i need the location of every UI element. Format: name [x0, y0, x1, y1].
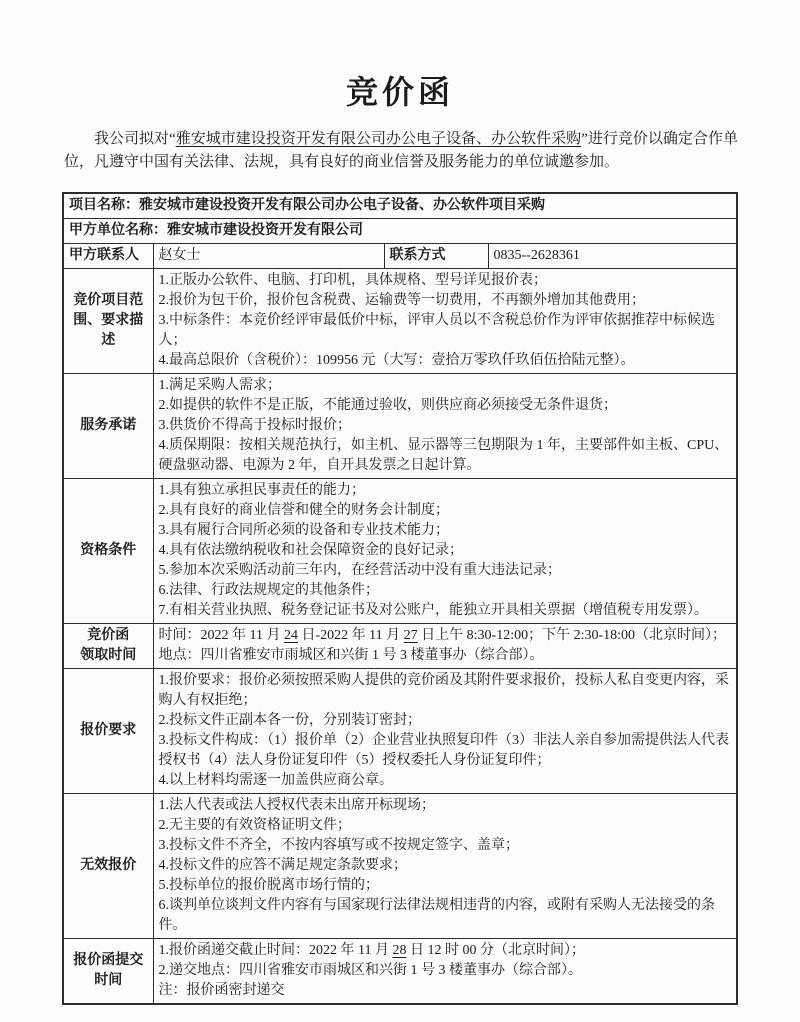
text-line: 5.参加本次采购活动前三年内，在经营活动中没有重大违法记录； [158, 563, 561, 578]
text-line: 1.正版办公软件、电脑、打印机，具体规格、型号详见报价表； [158, 273, 547, 288]
scope-header [63, 269, 153, 374]
submission-deadline-line [159, 941, 732, 961]
text-line: 1.满足采购人需求； [158, 378, 281, 393]
row-submission-time [63, 939, 737, 1005]
row-pickup-time [63, 624, 737, 669]
text-line: 3.投标文件构成：（1）报价单（2）企业营业执照复印件（3）非法人亲自参加需提供法人代表授权书（4）法人身份证复印件（5）授权委托人身份证复印件； [158, 733, 729, 768]
qualification-content [153, 479, 737, 624]
submission-time-header [63, 939, 153, 1005]
text-line: 时间 [94, 973, 123, 988]
intro-paragraph [64, 128, 738, 174]
text-line: 2.具有良好的商业信誉和健全的财务会计制度； [158, 503, 449, 518]
bidding-info-table [62, 192, 738, 1005]
text-line: 6.谈判单位谈判文件内容有与国家现行法律法规相违背的内容，或附有采购人无法接受的条件。 [158, 898, 715, 933]
pickup-time-header [63, 624, 153, 669]
submission-note-line: 注：报价函密封递交 [158, 983, 285, 998]
page-title: 竞价函 [345, 74, 454, 110]
text-line: 2.如提供的软件不是正版，不能通过验收，则供应商必须接受无条件退货； [158, 398, 617, 413]
submission-deadline-prefix: 1.报价函递交截止时间：2022 年 11 月 [158, 943, 393, 958]
text-line: 1.报价要求：报价必须按照采购人提供的竞价函及其附件要求报价，投标人私自变更内容，采购人有权拒绝； [158, 673, 729, 708]
text-line: 4.以上材料均需逐一加盖供应商公章。 [158, 773, 393, 788]
text-line: 3.具有履行合同所必须的设备和专业技术能力； [158, 523, 449, 538]
contact-method-label: 联系方式 [384, 244, 488, 269]
intro-suffix: ”进行竞价以确定合作单位，凡遵守中国有关法律、法规，具有良好的商业信誉及服务能力的单位诚邀参加。 [64, 131, 738, 170]
text-line: 3.供货价不得高于投标时报价； [158, 418, 351, 433]
intro-prefix: 我公司拟对“ [94, 131, 176, 147]
row-project-name [63, 193, 737, 219]
invalid-bid-content [153, 794, 737, 939]
pickup-time-prefix: 时间：2022 年 11 月 [158, 628, 284, 643]
text-line: 竞价项目范 [73, 293, 144, 308]
pickup-time-line [159, 626, 732, 646]
text-line: 报价函提交 [73, 953, 144, 968]
pickup-date-start: 24 [283, 628, 298, 643]
text-line: 4.最高总限价（含税价）：109956 元（大写：壹拾万零玖仟玖佰伍拾陆元整）。 [158, 353, 635, 368]
text-line: 4.投标文件的应答不满足规定条款要求； [158, 858, 407, 873]
text-line: 竞价函 [87, 628, 130, 643]
text-line: 领取时间 [80, 648, 137, 663]
text-line: 4.质保期限：按相关规范执行，如主机、显示器等三包期限为 1 年，主要部件如主板、CPU、硬盘驱动器、电源为 2 年，自开具发票之日起计算。 [158, 438, 729, 473]
submission-time-content [153, 939, 737, 1005]
cell-party-a-name [63, 219, 737, 244]
text-line: 无效报价 [80, 858, 137, 873]
text-line: 服务承诺 [80, 418, 137, 433]
text-line: 1.具有独立承担民事责任的能力； [158, 483, 365, 498]
text-line: 2.投标文件正副本各一份，分别装订密封； [158, 713, 421, 728]
cell-project-name [63, 193, 737, 219]
pickup-time-suffix: 日上午 8:30-12:00；下午 2:30-18:00（北京时间）； [417, 628, 727, 643]
project-name-value: 雅安城市建设投资开发有限公司办公电子设备、办公软件项目采购 [139, 198, 545, 213]
text-line: 2.无主要的有效资格证明文件； [158, 818, 351, 833]
text-line: 6.法律、行政法规规定的其他条件； [158, 583, 379, 598]
text-line: 报价要求 [80, 723, 137, 738]
row-quote-requirements [63, 669, 737, 794]
pickup-time-content [153, 624, 737, 669]
contact-label: 甲方联系人 [63, 244, 153, 269]
text-line: 围、要求描述 [73, 313, 144, 348]
quote-requirements-content [153, 669, 737, 794]
text-line: 7.有相关营业执照、税务登记证书及对公账户，能独立开具相关票据（增值税专用发票）。 [158, 603, 708, 618]
text-line: 4.具有依法缴纳税收和社会保障资金的良好记录； [158, 543, 463, 558]
text-line: 3.中标条件：本竞价经评审最低价中标，评审人员以不含税总价作为评审依据推荐中标候选人； [158, 313, 715, 348]
submission-deadline-suffix: 日 12 时 00 分（北京时间）； [406, 943, 585, 958]
text-line: 2.报价为包干价，报价包含税费、运输费等一切费用，不再额外增加其他费用； [158, 293, 645, 308]
row-qualification [63, 479, 737, 624]
text-line: 5.投标单位的报价脱离市场行情的； [158, 878, 379, 893]
row-party-a-name [63, 219, 737, 244]
invalid-bid-header [63, 794, 153, 939]
service-content [153, 374, 737, 479]
text-line: 资格条件 [80, 543, 137, 558]
party-a-label: 甲方单位名称： [69, 223, 167, 238]
text-line: 3.投标文件不齐全，不按内容填写或不按规定签字、盖章； [158, 838, 519, 853]
intro-project-name: 雅安城市建设投资开发有限公司办公电子设备、办公软件采购 [175, 131, 582, 147]
row-service [63, 374, 737, 479]
row-contact [63, 244, 737, 269]
pickup-date-end: 27 [403, 628, 418, 643]
scope-content [153, 269, 737, 374]
submission-deadline-date: 28 [392, 943, 407, 958]
text-line: 1.法人代表或法人授权代表未出席开标现场； [158, 798, 435, 813]
submission-location-line: 2.递交地点：四川省雅安市雨城区和兴街 1 号 3 楼董事办（综合部）。 [158, 963, 582, 978]
row-invalid-bid [63, 794, 737, 939]
party-a-value: 雅安城市建设投资开发有限公司 [167, 223, 363, 238]
pickup-time-mid: 日-2022 年 11 月 [297, 628, 404, 643]
pickup-location-line: 地点：四川省雅安市雨城区和兴街 1 号 3 楼董事办（综合部）。 [158, 648, 544, 663]
contact-name: 赵女士 [153, 244, 384, 269]
quote-requirements-header [63, 669, 153, 794]
qualification-header [63, 479, 153, 624]
project-name-label: 项目名称： [69, 198, 139, 213]
contact-phone: 0835--2628361 [488, 244, 737, 269]
row-scope [63, 269, 737, 374]
service-header [63, 374, 153, 479]
